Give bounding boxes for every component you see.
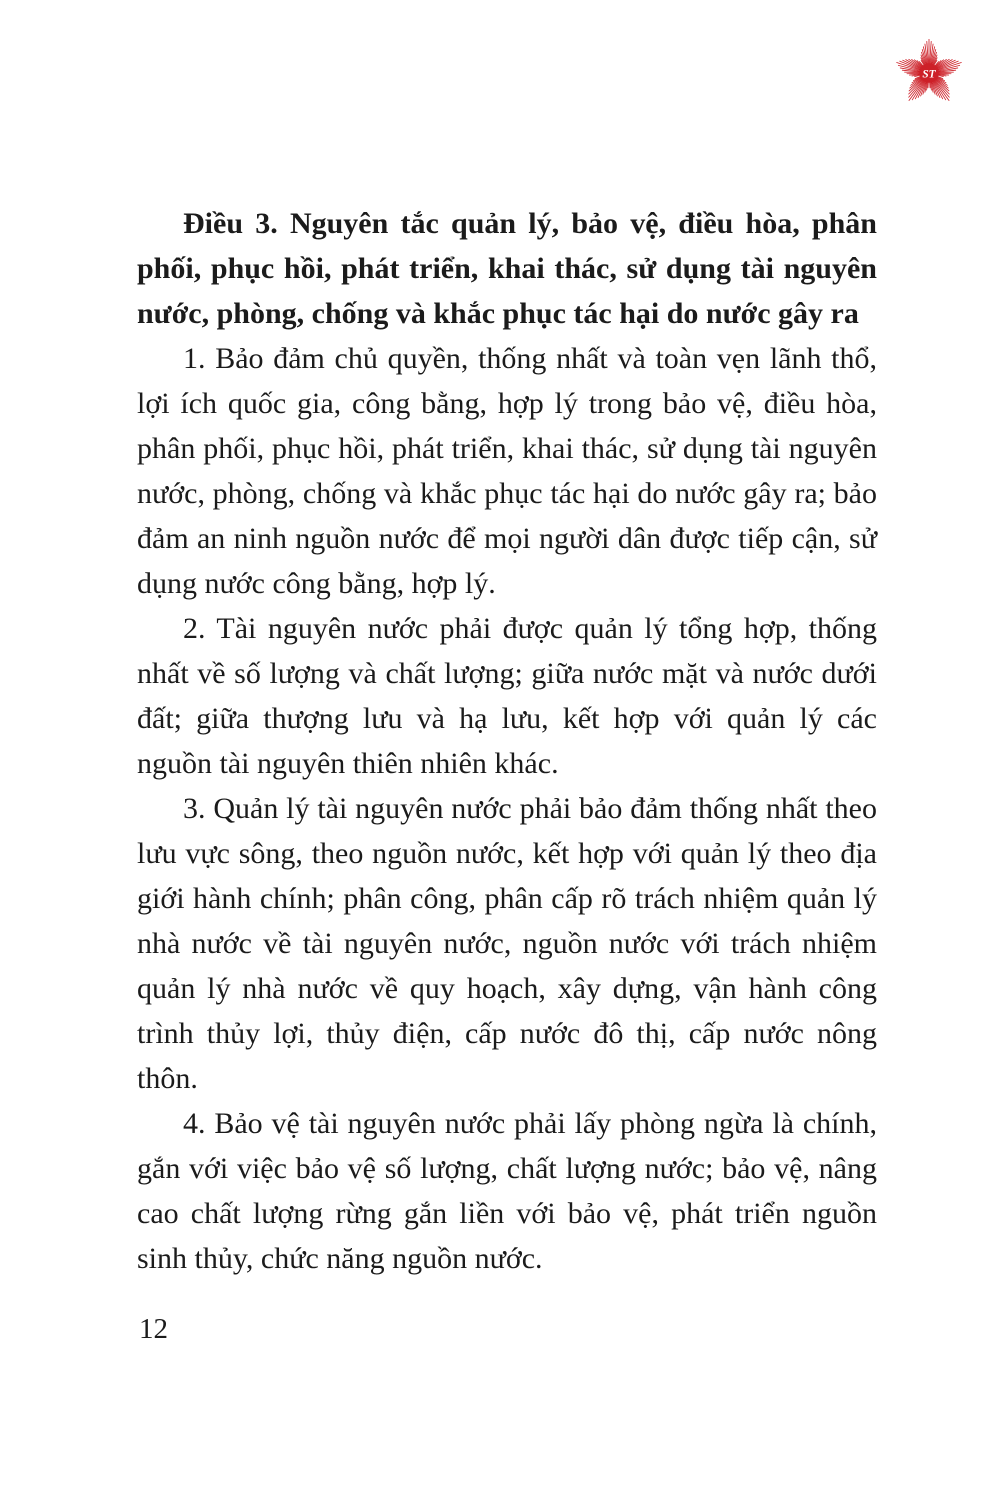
publisher-logo xyxy=(895,39,963,107)
logo-monogram: ST xyxy=(922,68,936,81)
article-paragraph-1: 1. Bảo đảm chủ quyền, thống nhất và toàn vẹn lãnh thổ, lợi ích quốc gia, công bằng, hợp lý trong bảo vệ, điều hòa, phân phối, phục hồi, phát triển, khai thác, sử dụng tài nguyên nước, phòng, chống và khắc phục tác hại do nước gây ra; bảo đảm an ninh nguồn nước để mọi người dân được tiếp cận, sử dụng nước công bằng, hợp lý. xyxy=(137,342,877,600)
article-paragraph-3: 3. Quản lý tài nguyên nước phải bảo đảm thống nhất theo lưu vực sông, theo nguồn nước, kết hợp với quản lý theo địa giới hành chính; phân công, phân cấp rõ trách nhiệm quản lý nhà nước về tài nguyên nước, nguồn nước với trách nhiệm quản lý nhà nước về quy hoạch, xây dựng, vận hành công trình thủy lợi, thủy điện, cấp nước đô thị, cấp nước nông thôn. xyxy=(137,792,877,1095)
page-number: 12 xyxy=(139,1313,168,1345)
article-heading: Điều 3. Nguyên tắc quản lý, bảo vệ, điều hòa, phân phối, phục hồi, phát triển, khai thác, sử dụng tài nguyên nước, phòng, chống và khắc phục tác hại do nước gây ra xyxy=(137,207,877,330)
star-burst-icon xyxy=(895,39,963,107)
article-paragraph-4: 4. Bảo vệ tài nguyên nước phải lấy phòng ngừa là chính, gắn với việc bảo vệ số lượng, chất lượng nước; bảo vệ, nâng cao chất lượng rừng gắn liền với bảo vệ, phát triển nguồn sinh thủy, chức năng nguồn nước. xyxy=(137,1107,877,1275)
article-content xyxy=(137,201,877,1281)
article-paragraph-2: 2. Tài nguyên nước phải được quản lý tổng hợp, thống nhất về số lượng và chất lượng; giữa nước mặt và nước dưới đất; giữa thượng lưu và hạ lưu, kết hợp với quản lý các nguồn tài nguyên thiên nhiên khác. xyxy=(137,612,877,780)
